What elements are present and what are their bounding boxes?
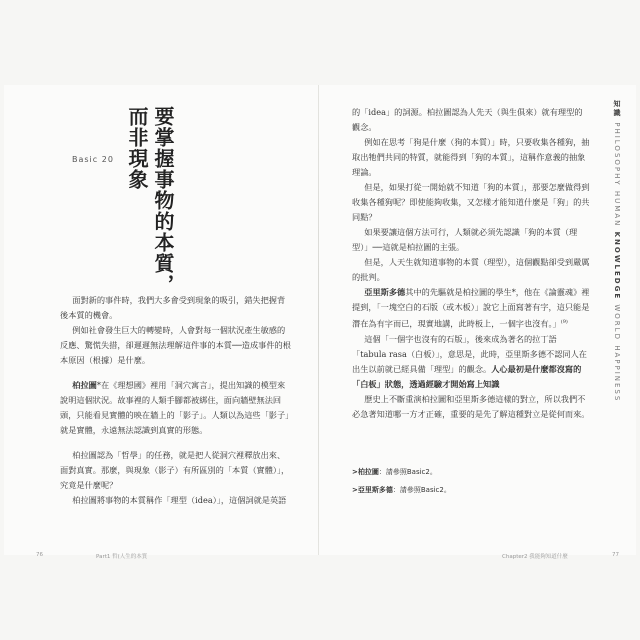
- paragraph: 柏拉圖將事物的本質稱作「理型（idea）」，這個詞就是英語: [72, 495, 287, 505]
- title-line-1: 要掌握事物的本質，: [151, 106, 175, 295]
- title-line-2: 而非現象: [125, 106, 149, 190]
- reference-item: >亞里斯多德：請參照Basic2。: [352, 486, 451, 494]
- paragraph: 如果要讓這個方法可行，人類就必須先認識「狗的本質（理型）」──這就是柏拉圖的主張。: [352, 227, 578, 252]
- aristotle-term: 亞里斯多德: [364, 287, 406, 297]
- paragraph: 歷史上不斷重演柏拉圖和亞里斯多德這樣的對立，所以我們不必急著知道哪一方才正確，重要的是先了解這種對立是從何而來。: [352, 393, 590, 419]
- page-gutter: [318, 85, 319, 555]
- chapter-side-tab: [612, 100, 622, 402]
- paragraph: 柏拉圖認為「哲學」的任務，就是把人從洞穴裡釋放出來、面對真實。那麼，與現象（影子）有所區別的「本質（實體）」，究竟是什麼呢？: [60, 450, 290, 490]
- side-tab-item: WORLD: [613, 304, 621, 341]
- page-number-left: 76: [36, 552, 43, 558]
- section-label: Basic 20: [72, 155, 114, 164]
- paragraph: 例如在思考「狗是什麼（狗的本質）」時，只要收集各種狗，抽取出牠們共同的特質，就能得到「狗的本質」，這稱作意義的抽象理論。: [352, 137, 590, 177]
- side-tab-item: PHILOSOPHY: [613, 122, 621, 187]
- right-body-text: [352, 105, 590, 422]
- page-number-right: 77: [612, 552, 619, 558]
- paragraph: 面對新的事件時，我們大多會受到現象的吸引，錯失把握背後本質的機會。: [60, 295, 286, 320]
- side-tab-item: HAPPINESS: [613, 345, 621, 403]
- footer-right: Chapter2 我能夠知道什麼: [502, 554, 568, 560]
- side-tab-title: 知識: [613, 100, 621, 118]
- paragraph: 例如社會發生巨大的轉變時，人會對每一個狀況產生敏感的反應、驚慌失措，卻遲遲無法理解這件事的本質──造成事件的根本原因（根據）是什麼。: [60, 325, 291, 365]
- left-body-text: [60, 293, 292, 508]
- tabula-rasa-emphasis: 人心最初是什麼都沒寫的「白板」狀態，透過經驗才開始寫上知識: [352, 363, 582, 389]
- footer-left: Part1 哲(人生的本質: [96, 554, 148, 560]
- paragraph: 亞里斯多德其中的先驅就是柏拉圖的學生*，他在《論靈魂》裡提到，「一塊空白的石版（或木板）」說它上面寫著有字，這只能是潛在為有字而已，現實地講，此時板上，一個字也沒有。」$^{(9)}$: [352, 287, 590, 329]
- side-tab-item: HUMAN: [613, 190, 621, 228]
- paragraph: 的「idea」的詞源。柏拉圖認為人先天（與生俱來）就有理型的觀念。: [352, 107, 583, 132]
- footnote-mark: (9): [560, 319, 568, 325]
- paragraph: 這個「一個字也沒有的石版」，後來成為著名的拉丁語「tabula rasa（白板）」，意思是，此時，亞里斯多德不認同人在出生以前就已經具備「理型」的觀念。人心最初是什麼都沒寫的「白板」狀態，透過經驗才開始寫上知識: [352, 333, 587, 389]
- reference-item: >柏拉圖：請參照Basic2。: [352, 468, 437, 476]
- side-tab-item-active: KNOWLEDGE: [613, 231, 621, 301]
- paragraph: 但是，人天生就知道事物的本質（理型），這個觀點卻受到嚴厲的批判。: [352, 257, 590, 282]
- paragraph: 但是，如果打從一開始就不知道「狗的本質」，那要怎麼做得到收集各種狗呢？即使能夠收集，又怎樣才能知道什麼是「狗」的共同點？: [352, 182, 590, 222]
- plato-term: 柏拉圖: [72, 380, 97, 390]
- paragraph: 柏拉圖*在《理想國》裡用「洞穴寓言」，提出知識的模型來說明這個狀況。故事裡的人類手腳都被綁住，面向牆壁無法回頭，只能看見實體的映在牆上的「影子」。人類以為這些「影子」就是實體，永遠無法認識到真實的形態。: [60, 380, 290, 435]
- references: [352, 463, 512, 499]
